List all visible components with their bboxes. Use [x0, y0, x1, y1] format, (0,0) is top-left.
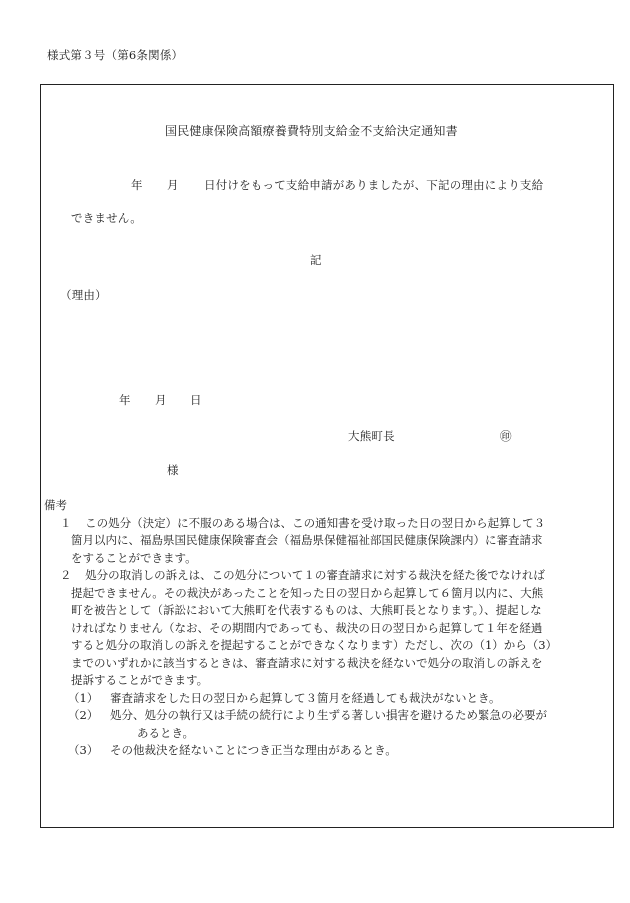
document-title: 国民健康保険高額療養費特別支給金不支給決定通知書 — [165, 124, 458, 138]
note1-line2: 箇月以内に、福島県国民健康保険審査会（福島県保健福祉部国民健康保険課内）に審査請求 — [71, 533, 543, 547]
note1-line1 — [60, 515, 626, 533]
note2-line6: までのいずれかに該当するときは、審査請求に対する裁決を経ないで処分の取消しの訴えを — [71, 655, 543, 670]
reason-label: （理由） — [60, 288, 107, 302]
intro-year: 年 — [131, 178, 143, 192]
sub2-text-1: 処分、処分の執行又は手続の続行により生ずる著しい損害を避けるため緊急の必要が — [109, 708, 547, 722]
issuer-title: 大熊町長 — [348, 429, 395, 443]
sub2-line1 — [68, 707, 630, 725]
intro-month: 月 — [167, 178, 179, 192]
note1-number: １ — [60, 515, 72, 530]
note2-line5: すると処分の取消しの訴えを提起することができなくなります）ただし、次の（1）から（3） — [71, 638, 558, 652]
sub3-number: （3） — [68, 743, 99, 757]
note2-text-1: 処分の取消しの訴えは、この処分について１の審査請求に対する裁決を経た後でなければ — [85, 568, 545, 582]
date-month: 月 — [155, 393, 167, 407]
intro-line2: できません。 — [71, 211, 142, 225]
sub1-line — [68, 690, 630, 708]
note2-number: ２ — [60, 568, 72, 582]
sub3-text: その他裁決を経ないことにつき正当な理由があるとき。 — [109, 743, 397, 757]
note2-line1 — [60, 567, 626, 585]
note2-line3: 町を被告として（訴訟において大熊町を代表するものは、大熊町長となります。）、提起しな — [71, 603, 542, 617]
note1-text-1: この処分（決定）に不服のある場合は、この通知書を受け取った日の翌日から起算して３ — [85, 515, 546, 530]
sub3-line — [68, 742, 630, 760]
addressee-suffix: 様 — [167, 463, 179, 477]
notes-heading: 備考 — [44, 498, 67, 512]
date-day: 日 — [190, 393, 202, 407]
sub2-number: （2） — [68, 708, 99, 722]
note2-line7: 提訴することができます。 — [71, 673, 209, 687]
note2-line4: ければなりません（なお、その期間内であっても、裁決の日の翌日から起算して１年を経過 — [71, 620, 543, 635]
form-number: 様式第３号（第6条関係） — [47, 48, 184, 62]
sub1-number: （1） — [68, 690, 99, 705]
intro-line1: 日付けをもって支給申請がありましたが、下記の理由により支給 — [204, 178, 544, 192]
seal-mark: ㊞ — [500, 429, 512, 443]
sub2-line2: あるとき。 — [137, 725, 195, 740]
ki-heading: 記 — [310, 253, 322, 267]
notes-section — [44, 497, 610, 760]
sub1-text: 審査請求をした日の翌日から起算して３箇月を経過しても裁決がないとき。 — [109, 690, 501, 705]
note2-line2: 提起できません。その裁決があったことを知った日の翌日から起算して６箇月以内に、大熊 — [71, 585, 544, 600]
date-year: 年 — [119, 393, 131, 407]
note1-line3: をすることができます。 — [71, 550, 197, 565]
